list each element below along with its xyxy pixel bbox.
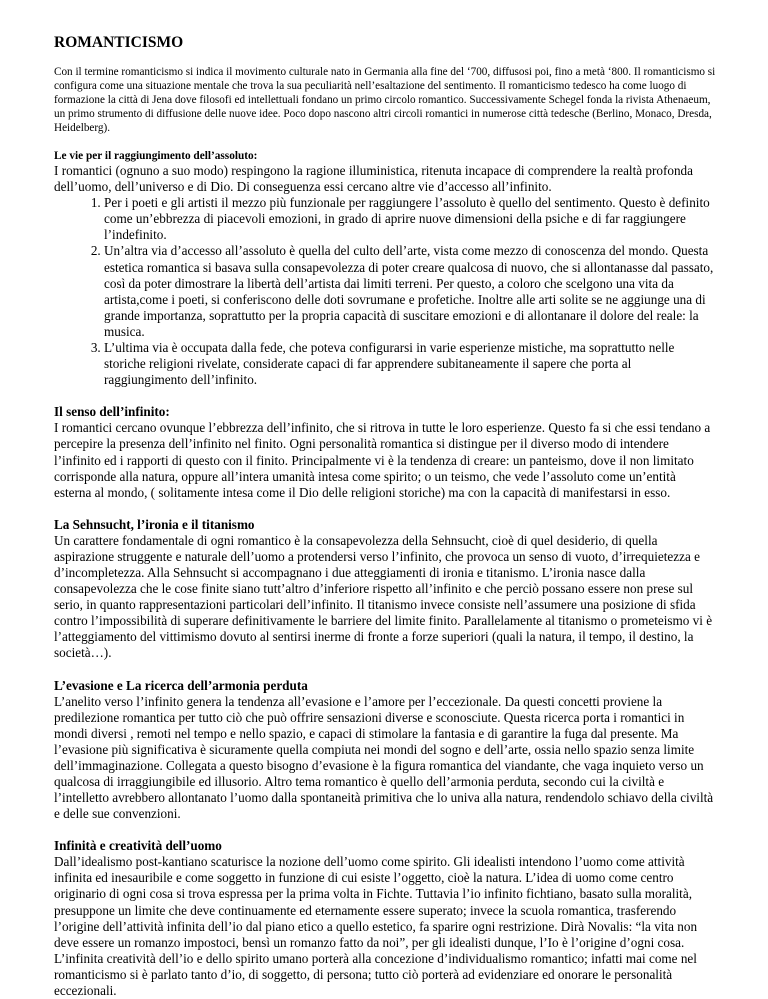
section-infinito [54, 404, 716, 500]
section-evasione [54, 678, 716, 823]
list-item: 2. Un’altra via d’accesso all’assoluto è quella del culto dell’arte, vista come mezzo di conoscenza del mondo. Questa estetica romantica si basava sulla consapevolezza di poter creare qualcosa di nuovo, che si allontanasse dal passato, così da poter dimostrare la libertà dell’artista dai limiti terreni. Per questo, a coloro che scelgono una vita da artista,come i poeti, si conferiscono delle doti sovrumane e profetiche. Inoltre alle arti solite se ne aggiunge una di grande importanza, soprattutto per la propria capacità di suscitare emozioni e di allontanare il dolore del reale: la musica. [104, 243, 716, 340]
list-item: 3. L’ultima via è occupata dalla fede, che poteva configurarsi in varie esperienze mistiche, ma soprattutto nelle storiche religioni rivelate, considerate capaci di far apprendere subitaneamente il sapere che porta al raggiungimento dell’infinito. [104, 340, 716, 388]
section-heading-creativita: Infinità e creatività dell’uomo [54, 838, 222, 854]
section-body-creativita: Dall’idealismo post-kantiano scaturisce la nozione dell’uomo come spirito. Gli idealisti intendono l’uomo come attività infinita ed inesauribile e come soggetto in funzione di cui esiste l’oggetto, cioè la natura. L’idea di uomo come centro originario di ogni cosa si trova espressa per la prima volta in Fichte. Tuttavia l’io infinito fichtiano, basato sulla moralità, presuppone un limite che deve continuamente ed eternamente essere superato; invece la scuola romantica, trasferendo l’origine dell’attività infinita dell’io dal piano etico a quello estetico, fa sparire ogni restrizione. Dirà Novalis: “la vita non deve essere un romanzo impostoci, bensì un romanzo fatto da noi”, per gli idealisti dunque, l’Io è l’origine d’ogni cosa. L’infinita creatività dell’io e dello spirito umano porterà alla concezione d’individualismo romantico; infatti mai come nel romanticismo si è parlato tanto d’io, di soggetto, di persona; tutto ciò porterà ad evidenziare ed onorare le personalità eccezionali. [54, 854, 698, 999]
section-body-vie: I romantici (ognuno a suo modo) respingono la ragione illuministica, ritenuta incapace di comprendere la realtà profonda dell’uomo, dell’universo e di Dio. Di conseguenza essi cercano altre vie d’accesso all’infinito. [54, 163, 694, 195]
document-title: ROMANTICISMO [54, 34, 184, 51]
section-heading-infinito: Il senso dell’infinito: [54, 404, 170, 420]
section-heading-evasione: L’evasione e La ricerca dell’armonia perduta [54, 677, 308, 693]
section-body-sehnsucht: Un carattere fondamentale di ogni romantico è la consapevolezza della Sehnsucht, cioè di quel desiderio, di quella aspirazione struggente e naturale dell’uomo a protendersi verso l’infinito, che provoca un senso di vuoto, d’irrequietezza e d’incompletezza. Alla Sehnsucht si accompagnano i due atteggiamenti di ironia e titanismo. L’ironia nasce dalla consapevolezza che le cose finite siano tutt’altro d’inferiore rispetto all’infinito e che perciò possano essere non prese sul serio, in quanto rappresentazioni particolari dell’infinito. Il titanismo invece consiste nell’assumere una posizione di sfida contro l’impossibilità di superare definitivamente le barriere del limite finito. Parallelamente al titanismo o prometeismo vi è l’atteggiamento del vittimismo dovuto al sentirsi inerme di fronte a forze superiori (quali la natura, il tempo, il destino, la società…). [54, 532, 713, 661]
section-body-infinito: I romantici cercano ovunque l’ebbrezza dell’infinito, che si ritrova in tutte le loro esperienze. Questo fa si che essi tendano a percepire la presenza dell’infinito nel finito. Ogni personalità romantica si distingue per il diverso modo di intendere l’infinito ed i rapporti di questo con il finito. Principalmente vi è la tendenza di creare: un panteismo, dove il non limitato corrisponde alla natura, oppure all’intera umanità intesa come spirito; o un teismo, che vede l’assoluto come un’entità esterna al mondo, ( solitamente intesa come il Dio delle religioni storiche) ma con la capacità di manifestarsi in esso. [54, 420, 711, 500]
section-vie [54, 149, 716, 388]
vie-list [54, 195, 716, 388]
section-creativita [54, 838, 716, 999]
section-body-evasione: L’anelito verso l’infinito genera la tendenza all’evasione e l’amore per l’eccezionale. Da questi concetti proviene la predilezione romantica per tutto ciò che può offrire sensazioni diverse e sconosciute. Questa ricerca porta i romantici in mondi diversi , remoti nel tempo e nello spazio, e capaci di stimolare la fantasia e di garantire la fuga dal presente. Ma l’evasione più significativa è sicuramente quella compiuta nei mondi del sogno e dell’arte, ossia nello spazio senza limite dell’immaginazione. Collegata a questo bisogno d’evasione è la figura romantica del viandante, che vaga inquieto verso un qualcosa di irraggiungibile ed illusorio. Altro tema romantico è quello dell’armonia perduta, secondo cui la civiltà e l’intelletto avrebbero allontanato l’uomo dalla spontaneità primitiva che lo univa alla natura, rendendolo schiavo della civiltà e delle sue convenzioni. [54, 693, 714, 822]
intro-paragraph: Con il termine romanticismo si indica il movimento culturale nato in Germania alla fine del ‘700, diffusosi poi, fino a metà ‘800. Il romanticismo si configura come una situazione mentale che trova la sua peculiarità nell’esaltazione del sentimento. Il romanticismo tedesco ha come luogo di formazione la città di Jena dove filosofi ed intellettuali fondano un primo circolo romantico. Successivamente Schegel fonda la rivista Athenaeum, un primo strumento di diffusione delle nuove idee. Poco dopo nascono altri circoli romantici in numerose città tedesche (Berlino, Monaco, Dresda, Heidelberg). [54, 66, 716, 134]
section-heading-sehnsucht: La Sehnsucht, l’ironia e il titanismo [54, 516, 255, 532]
section-sehnsucht [54, 517, 716, 662]
section-heading-vie: Le vie per il raggiungimento dell’assoluto: [54, 150, 258, 162]
list-item: 1. Per i poeti e gli artisti il mezzo più funzionale per raggiungere l’assoluto è quello del sentimento. Questo è definito come un’ebbrezza di piacevoli emozioni, in grado di aprire nuove dimensioni della psiche e di far raggiungere l’indefinito. [104, 195, 716, 243]
